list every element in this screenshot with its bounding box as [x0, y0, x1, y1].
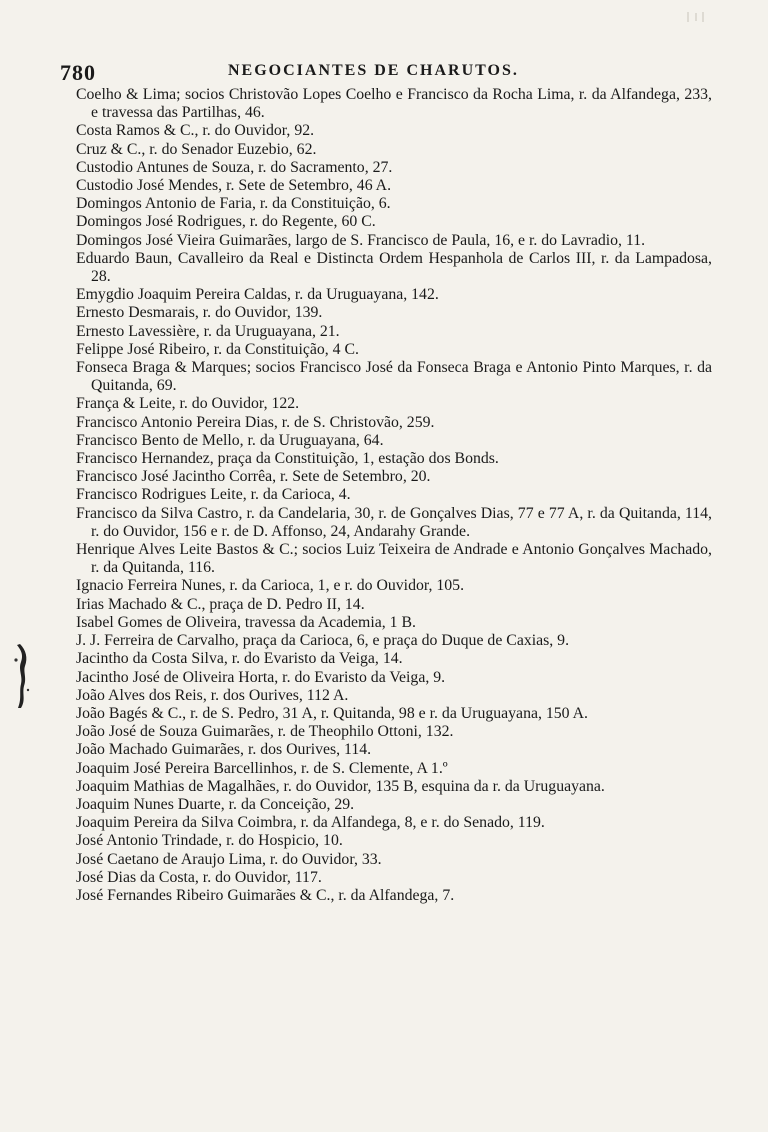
list-item: Coelho & Lima; socios Christovão Lopes Coelho e Francisco da Rocha Lima, r. da Alfandega, 233, e travessa das Partilhas, 46.	[76, 86, 712, 122]
list-item: Domingos Antonio de Faria, r. da Constituição, 6.	[76, 195, 391, 213]
list-item: José Caetano de Araujo Lima, r. do Ouvidor, 33.	[76, 850, 382, 868]
list-item: Ignacio Ferreira Nunes, r. da Carioca, 1, e r. do Ouvidor, 105.	[76, 577, 465, 595]
list-item: Henrique Alves Leite Bastos & C.; socios Luiz Teixeira de Andrade e Antonio Gonçalves Machado, r. da Quitanda, 116.	[76, 541, 712, 577]
list-item: Joaquim José Pereira Barcellinhos, r. de S. Clemente, A 1.º	[76, 759, 448, 777]
list-item: Francisco Rodrigues Leite, r. da Carioca, 4.	[76, 486, 351, 504]
list-item: J. J. Ferreira de Carvalho, praça da Carioca, 6, e praça do Duque de Caxias, 9.	[76, 632, 570, 650]
list-item: Francisco José Jacintho Corrêa, r. Sete de Setembro, 20.	[76, 468, 431, 486]
list-item: Francisco Antonio Pereira Dias, r. de S. Christovão, 259.	[76, 413, 435, 431]
list-item: Domingos José Rodrigues, r. do Regente, 60 C.	[76, 213, 376, 231]
list-item: João Machado Guimarães, r. dos Ourives, 114.	[76, 741, 372, 759]
list-item: José Dias da Costa, r. do Ouvidor, 117.	[76, 868, 322, 886]
list-item: João José de Souza Guimarães, r. de Theophilo Ottoni, 132.	[76, 723, 454, 741]
list-item: Custodio Antunes de Souza, r. do Sacramento, 27.	[76, 158, 393, 176]
list-item: Felippe José Ribeiro, r. da Constituição, 4 C.	[76, 340, 360, 358]
list-item: Joaquim Pereira da Silva Coimbra, r. da Alfandega, 8, e r. do Senado, 119.	[76, 814, 545, 832]
list-item: Joaquim Nunes Duarte, r. da Conceição, 29.	[76, 795, 355, 813]
list-item: Jacintho José de Oliveira Horta, r. do Evaristo da Veiga, 9.	[76, 668, 446, 686]
list-item: José Fernandes Ribeiro Guimarães & C., r. da Alfandega, 7.	[76, 886, 455, 904]
merchant-list	[76, 86, 712, 905]
list-item: Custodio José Mendes, r. Sete de Setembro, 46 A.	[76, 177, 392, 195]
list-item: Francisco da Silva Castro, r. da Candelaria, 30, r. de Gonçalves Dias, 77 e 77 A, r. da Quitanda, 114, r. do Ouvidor, 156 e r. de D. Affonso, 24, Andarahy Grande.	[76, 504, 712, 540]
list-item: Jacintho da Costa Silva, r. do Evaristo da Veiga, 14.	[76, 650, 403, 668]
list-item: França & Leite, r. do Ouvidor, 122.	[76, 395, 300, 413]
running-title: NEGOCIANTES DE CHARUTOS.	[228, 62, 519, 79]
list-item: Isabel Gomes de Oliveira, travessa da Academia, 1 B.	[76, 613, 416, 631]
page-header	[60, 60, 710, 84]
list-item: Francisco Hernandez, praça da Constituição, 1, estação dos Bonds.	[76, 450, 499, 468]
list-item: João Alves dos Reis, r. dos Ourives, 112 A.	[76, 686, 349, 704]
page-number: 780	[60, 60, 96, 85]
list-item: Joaquim Mathias de Magalhães, r. do Ouvidor, 135 B, esquina da r. da Uruguayana.	[76, 777, 605, 795]
list-item: Francisco Bento de Mello, r. da Uruguayana, 64.	[76, 431, 384, 449]
corner-speck-marks	[684, 10, 708, 24]
list-item: Cruz & C., r. do Senador Euzebio, 62.	[76, 140, 317, 158]
list-item: Costa Ramos & C., r. do Ouvidor, 92.	[76, 122, 315, 140]
list-item: João Bagés & C., r. de S. Pedro, 31 A, r. Quitanda, 98 e r. da Uruguayana, 150 A.	[76, 704, 589, 722]
list-item: Ernesto Desmarais, r. do Ouvidor, 139.	[76, 304, 323, 322]
list-item: José Antonio Trindade, r. do Hospicio, 10.	[76, 832, 343, 850]
list-item: Irias Machado & C., praça de D. Pedro II, 14.	[76, 595, 365, 613]
list-item: Eduardo Baun, Cavalleiro da Real e Distincta Ordem Hespanhola de Carlos III, r. da Lampadosa, 28.	[76, 249, 712, 286]
list-item: Ernesto Lavessière, r. da Uruguayana, 21.	[76, 322, 340, 340]
list-item: Domingos José Vieira Guimarães, largo de S. Francisco de Paula, 16, e r. do Lavradio, 11.	[76, 231, 646, 249]
list-item: Fonseca Braga & Marques; socios Francisco José da Fonseca Braga e Antonio Pinto Marques, r. da Quitanda, 69.	[76, 359, 712, 395]
margin-ink-mark	[12, 640, 32, 712]
list-item: Emygdio Joaquim Pereira Caldas, r. da Uruguayana, 142.	[76, 286, 439, 304]
